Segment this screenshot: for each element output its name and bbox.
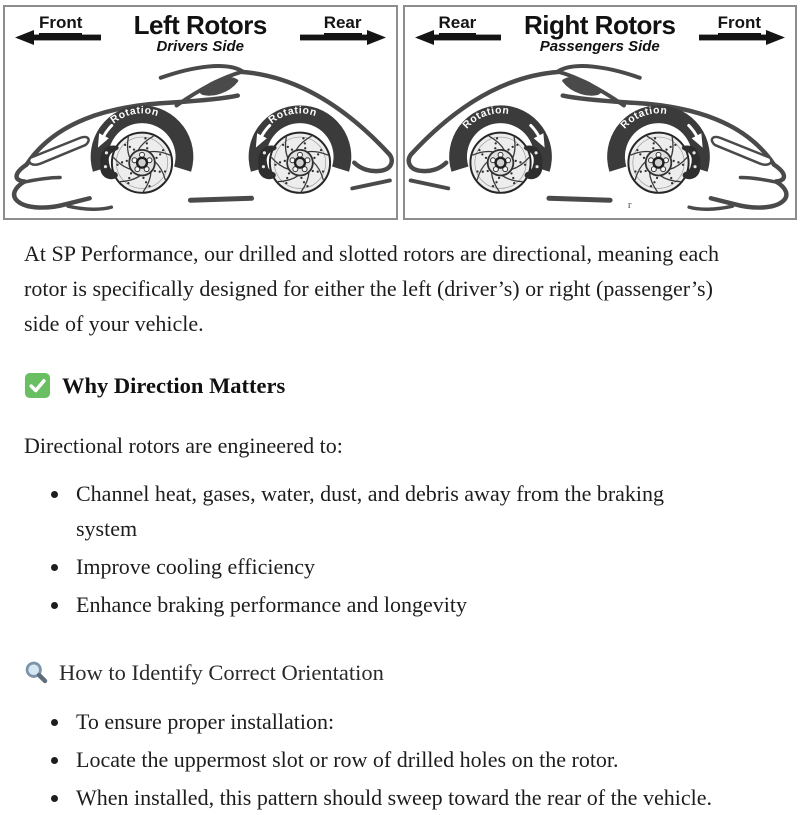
list-item: • To ensure proper installation:: [71, 704, 738, 739]
corner-label-front: [693, 14, 785, 45]
section-heading-text: Why Direction Matters: [62, 368, 285, 404]
corner-label-rear: [294, 14, 386, 45]
svg-text:Rotation: Rotation: [109, 105, 160, 126]
svg-text:Rotation: Rotation: [461, 105, 510, 131]
intro-paragraph: At SP Performance, our drilled and slotted rotors are directional, meaning each rotor is specifically designed for either the left (driver’s) or right (passenger’s) side of your vehicle.: [24, 236, 730, 342]
arrow-left-icon: [415, 30, 503, 45]
corner-label-text: Front: [39, 14, 82, 35]
list-item: • Improve cooling efficiency: [71, 549, 718, 584]
panel-subtitle: Passengers Side: [405, 39, 796, 56]
section-heading-why-direction-matters: [24, 368, 776, 404]
panel-subtitle: Drivers Side: [5, 39, 396, 56]
list-item: • Enhance braking performance and longevity: [71, 587, 718, 622]
lead-paragraph: Directional rotors are engineered to:: [24, 428, 776, 463]
section-heading-text: How to Identify Correct Orientation: [59, 655, 384, 691]
corner-label-text: Rear: [439, 14, 477, 35]
panel-header-right: [405, 7, 796, 62]
rotor-direction-diagram: [3, 5, 797, 220]
panel-title: Left Rotors: [5, 12, 396, 39]
corner-label-rear: [415, 14, 507, 45]
article-body: [0, 236, 800, 815]
arrow-right-icon: [298, 30, 386, 45]
list-item: • When installed, this pattern should sweep toward the rear of the vehicle.: [71, 780, 738, 815]
panel-header-left: [5, 7, 396, 62]
svg-text:r: r: [627, 199, 631, 211]
car-illustration-right: [405, 62, 796, 218]
orientation-list: [24, 704, 776, 815]
car-illustration-left: [5, 62, 396, 218]
magnifier-icon: [24, 660, 50, 686]
page: [0, 5, 800, 805]
corner-label-text: Rear: [324, 14, 362, 35]
list-item: • Locate the uppermost slot or row of drilled holes on the rotor.: [71, 742, 738, 777]
panel-title: Right Rotors: [405, 12, 796, 39]
benefits-list: [24, 476, 776, 623]
check-icon: [24, 372, 51, 399]
list-item: • Channel heat, gases, water, dust, and debris away from the braking system: [71, 476, 718, 546]
diagram-panel-left: [3, 5, 398, 220]
section-heading-identify-orientation: [24, 655, 776, 691]
corner-label-front: [15, 14, 107, 45]
arrow-left-icon: [15, 30, 103, 45]
corner-label-text: Front: [718, 14, 761, 35]
arrow-right-icon: [697, 30, 785, 45]
diagram-panel-right: [403, 5, 798, 220]
svg-text:Rotation: Rotation: [267, 105, 318, 126]
svg-text:Rotation: Rotation: [619, 105, 668, 131]
